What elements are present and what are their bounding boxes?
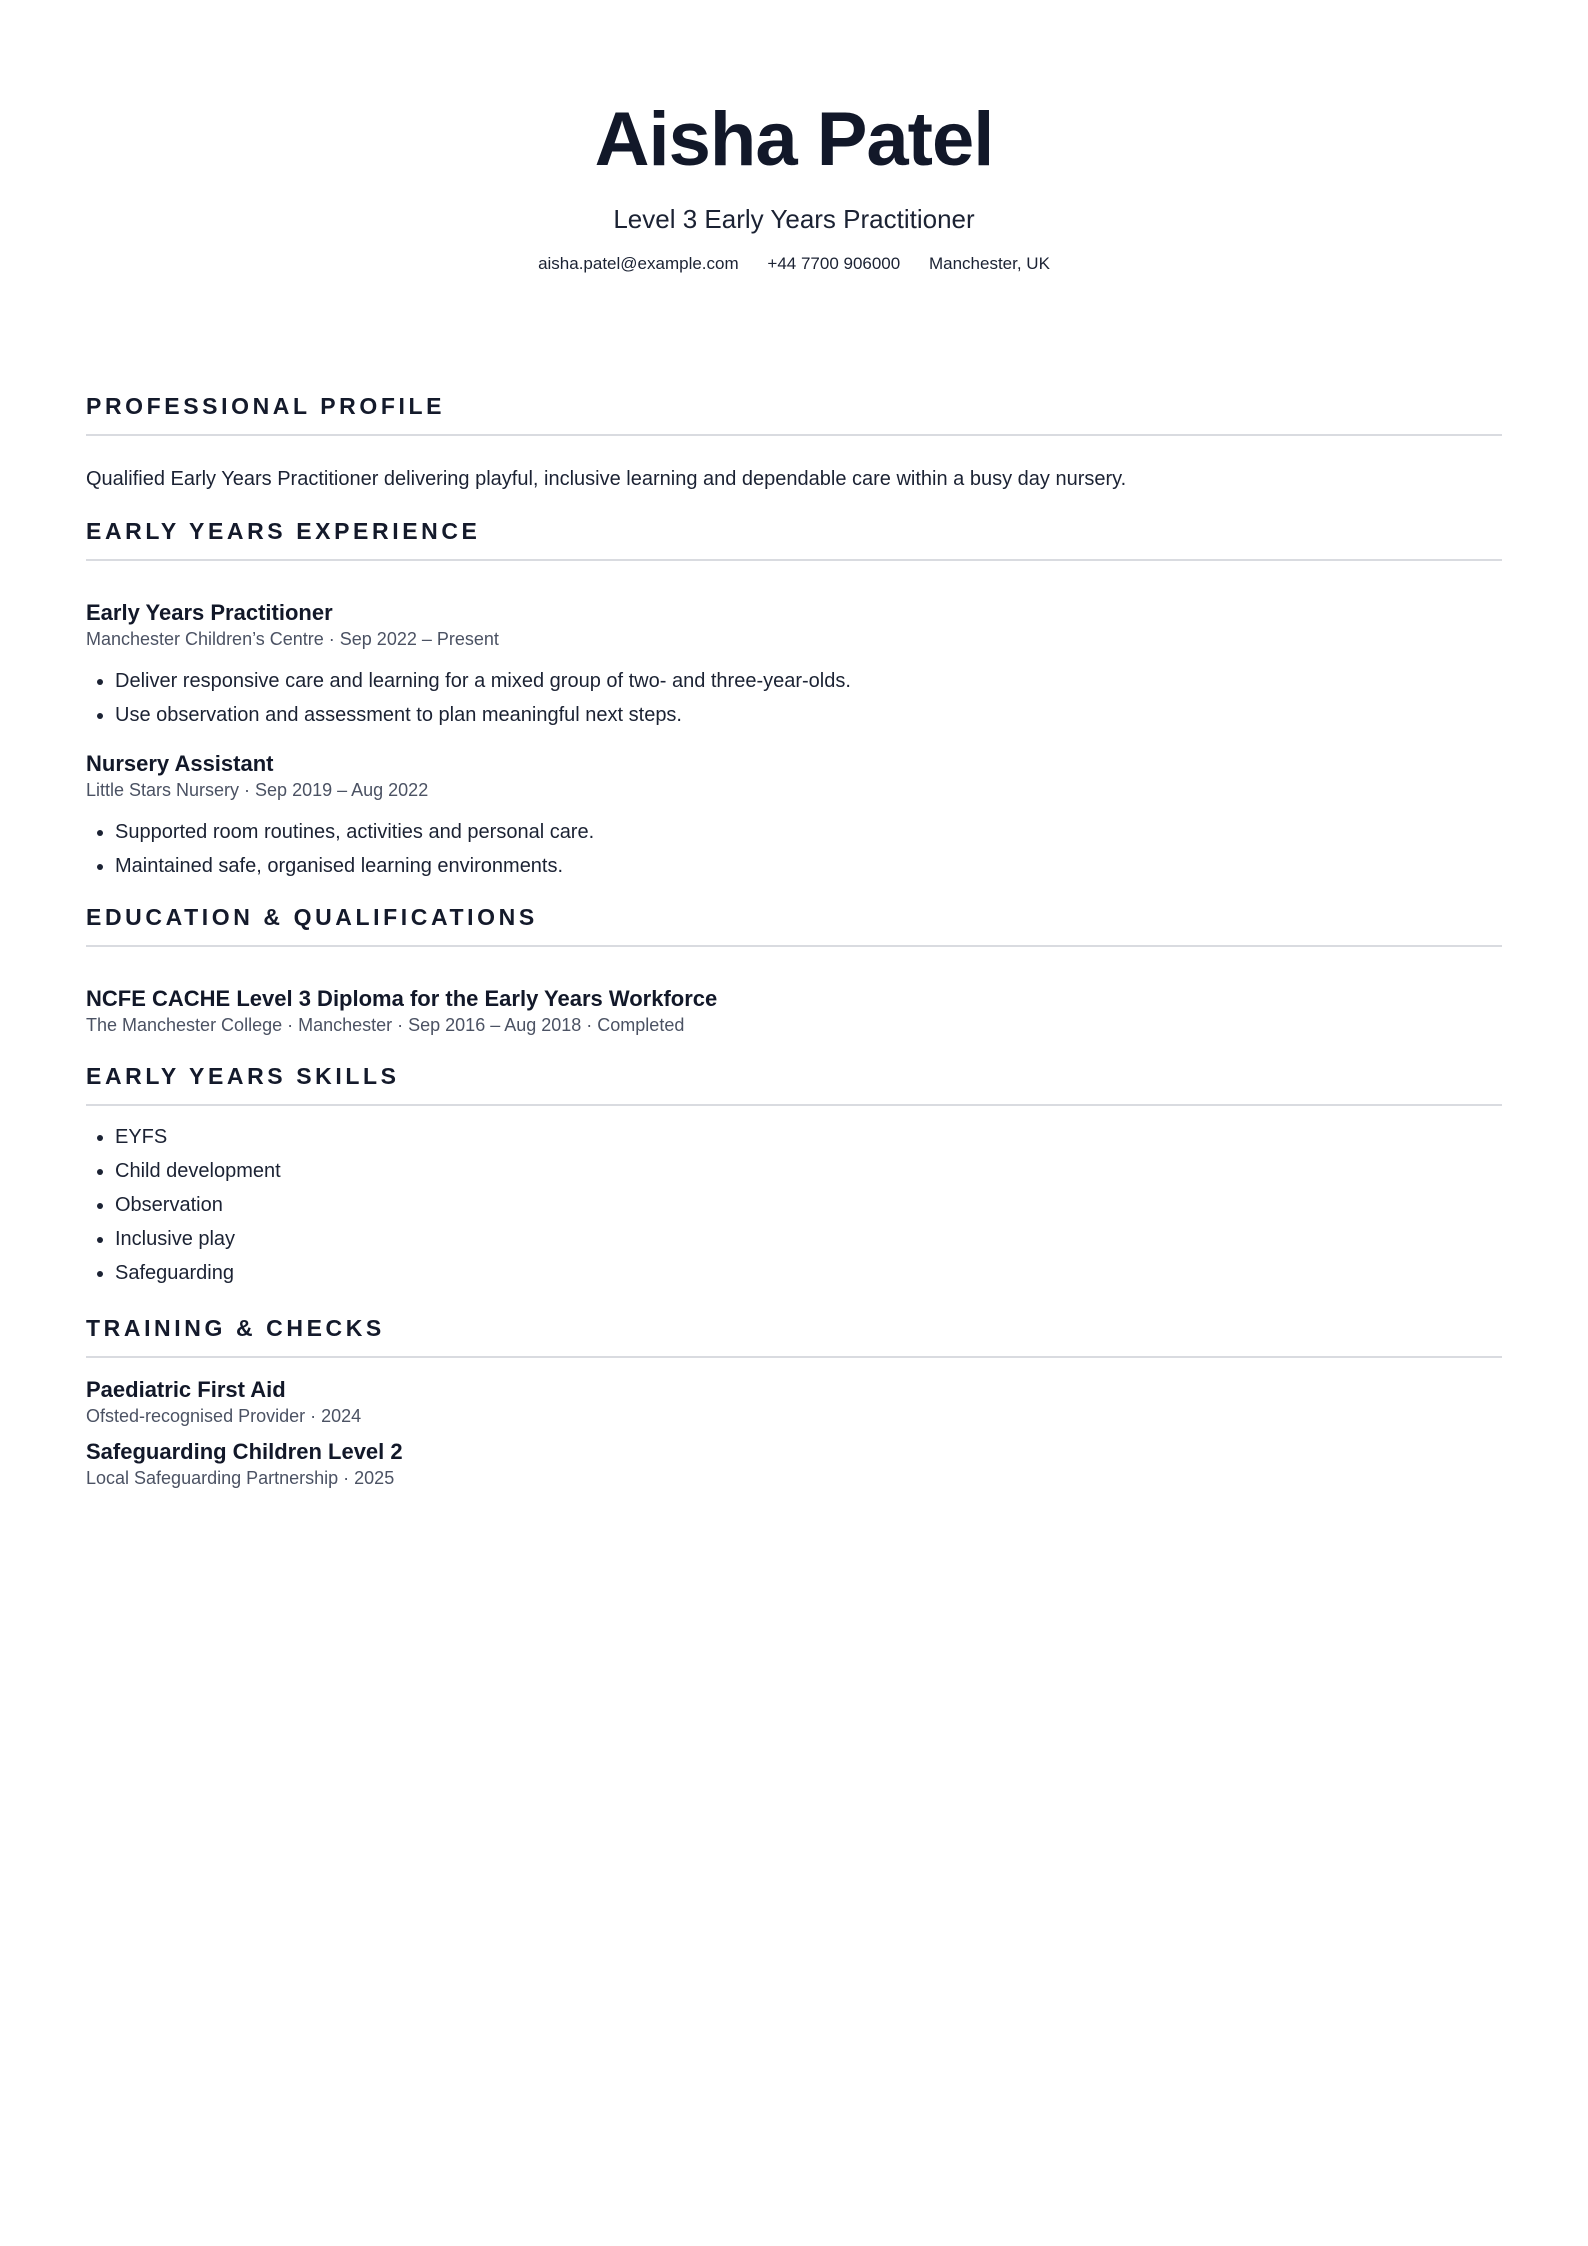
contact-email: aisha.patel@example.com	[538, 254, 739, 273]
job-title: Nursery Assistant	[86, 751, 274, 776]
training-meta: Ofsted-recognised Provider · 2024	[86, 1406, 362, 1426]
section-heading-profile: PROFESSIONAL PROFILE	[86, 393, 1502, 436]
training-entry	[86, 1438, 1502, 1489]
section-heading-skills: EARLY YEARS SKILLS	[86, 1063, 1502, 1106]
section-heading-training: TRAINING & CHECKS	[86, 1315, 1502, 1358]
job-bullets	[86, 815, 1502, 883]
experience-section	[86, 518, 1502, 883]
skill-item: • EYFS	[115, 1120, 1502, 1154]
job-bullet: • Maintained safe, organised learning environments.	[115, 849, 1502, 883]
training-meta: Local Safeguarding Partnership · 2025	[86, 1468, 395, 1488]
job-meta: Manchester Children’s Centre · Sep 2022 – Present	[86, 629, 499, 649]
skill-item: • Safeguarding	[115, 1256, 1502, 1290]
skill-item: • Inclusive play	[115, 1222, 1502, 1256]
skill-item: • Observation	[115, 1188, 1502, 1222]
job-bullet: • Deliver responsive care and learning for a mixed group of two- and three-year-olds.	[115, 664, 1502, 698]
job-bullet: • Use observation and assessment to plan meaningful next steps.	[115, 698, 1502, 732]
experience-entry	[86, 750, 1502, 883]
training-entry	[86, 1376, 1502, 1427]
job-title: Early Years Practitioner	[86, 600, 333, 625]
profile-section	[86, 393, 1502, 493]
training-section	[86, 1315, 1502, 1489]
skills-list	[86, 1120, 1502, 1290]
qualification-title: NCFE CACHE Level 3 Diploma for the Early Years Workforce	[86, 986, 718, 1011]
skills-section	[86, 1063, 1502, 1290]
skill-item: • Child development	[115, 1154, 1502, 1188]
qualification-meta: The Manchester College · Manchester · Sep 2016 – Aug 2018 · Completed	[86, 1015, 685, 1035]
section-heading-education: EDUCATION & QUALIFICATIONS	[86, 904, 1502, 947]
profile-text: Qualified Early Years Practitioner delivering playful, inclusive learning and dependable care within a busy day nursery.	[86, 468, 1127, 490]
training-title: Safeguarding Children Level 2	[86, 1439, 403, 1464]
experience-entry	[86, 599, 1502, 732]
education-entry	[86, 985, 1502, 1036]
contact-phone: +44 7700 906000	[767, 254, 901, 273]
job-bullets	[86, 664, 1502, 732]
contact-line	[86, 252, 1502, 276]
job-meta: Little Stars Nursery · Sep 2019 – Aug 2022	[86, 780, 429, 800]
candidate-title: Level 3 Early Years Practitioner	[613, 204, 975, 234]
contact-location: Manchester, UK	[928, 254, 1050, 273]
education-section	[86, 904, 1502, 1036]
job-bullet: • Supported room routines, activities and personal care.	[115, 815, 1502, 849]
candidate-name: Aisha Patel	[594, 97, 994, 182]
training-title: Paediatric First Aid	[86, 1377, 286, 1402]
section-heading-experience: EARLY YEARS EXPERIENCE	[86, 518, 1502, 561]
resume-header	[86, 0, 1502, 276]
